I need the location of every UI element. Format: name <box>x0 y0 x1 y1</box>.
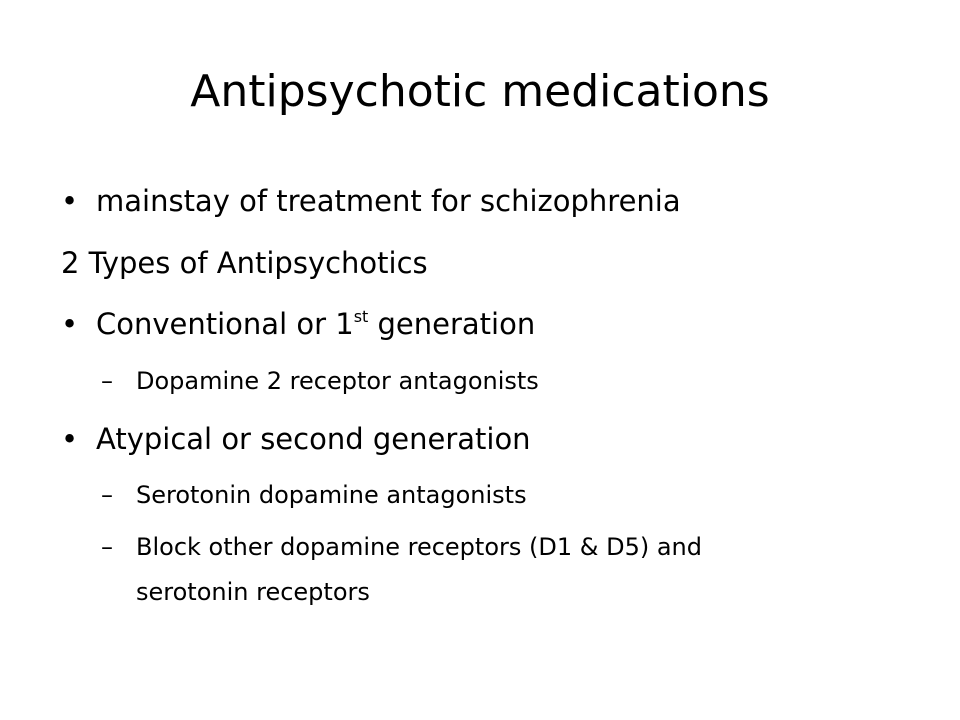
bullet-text-tail: generation <box>368 307 536 341</box>
bullet-marker: • <box>61 184 79 218</box>
bullet-marker: • <box>61 307 79 341</box>
section-heading: 2 Types of Antipsychotics <box>61 246 428 280</box>
bullet-text: Atypical or second generation <box>96 422 531 456</box>
sub-bullet-marker: – <box>101 367 113 395</box>
sub-bullet-text: Serotonin dopamine antagonists <box>136 481 527 509</box>
bullet-text <box>96 306 535 342</box>
sub-bullet-marker: – <box>101 481 113 509</box>
sub-bullet-marker: – <box>101 533 113 561</box>
ordinal-superscript: st <box>353 307 369 326</box>
slide-title: Antipsychotic medications <box>190 66 770 117</box>
bullet-text-main: Conventional or 1 <box>96 307 354 341</box>
sub-bullet-text: Block other dopamine receptors (D1 & D5) and <box>136 533 702 561</box>
bullet-marker: • <box>61 422 79 456</box>
sub-bullet-text-continued: serotonin receptors <box>136 578 370 606</box>
bullet-text: mainstay of treatment for schizophrenia <box>96 184 681 218</box>
sub-bullet-text: Dopamine 2 receptor antagonists <box>136 367 539 395</box>
